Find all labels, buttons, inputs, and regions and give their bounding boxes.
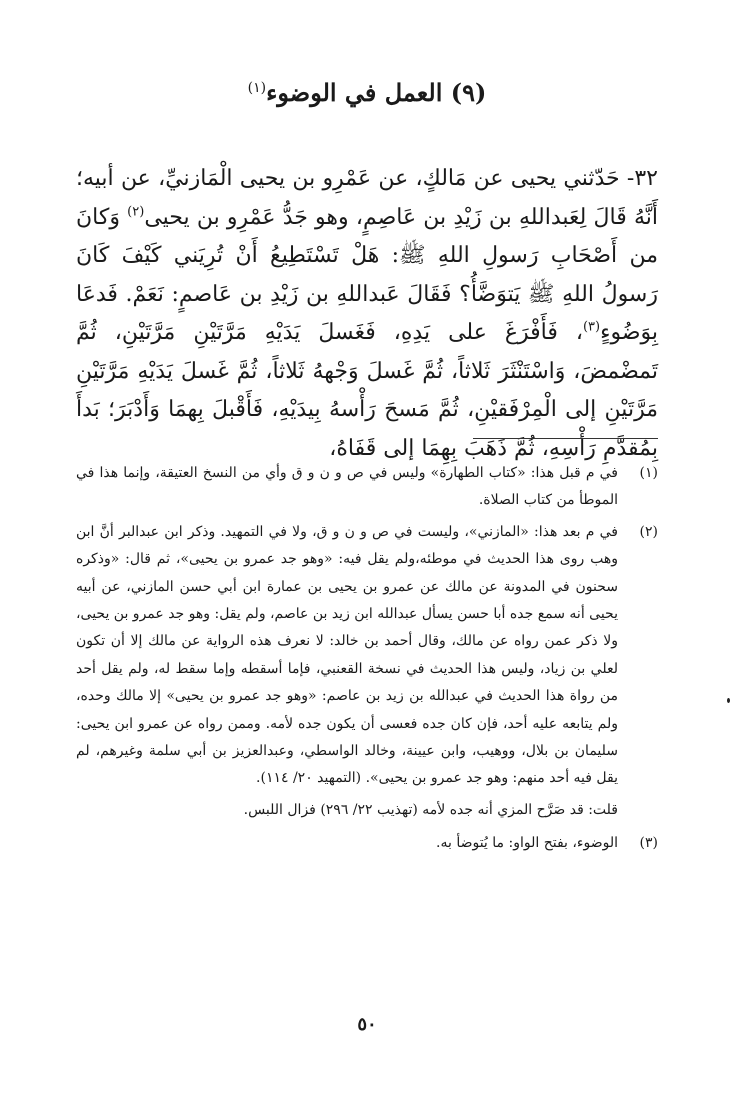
footnote-ref-3: (٣) bbox=[582, 319, 601, 335]
scan-speck bbox=[727, 698, 730, 703]
footnote-text: في م قبل هذا: «كتاب الطهارة» وليس في ص و ن و ق وأي من النسخ العتيقة، وإنما هذا في الموطأ من كتاب الصلاة. bbox=[76, 465, 618, 509]
footnote-number: (٣) bbox=[639, 835, 658, 852]
chapter-title-text: (٩) العمل في الوضوء bbox=[266, 78, 487, 107]
footnote-text: الوضوء، بفتح الواو: ما يُتوضأ به. bbox=[436, 835, 618, 852]
footnote-text: في م بعد هذا: «المازني»، وليست في ص و ن و ق، ولا في التمهيد. وذكر ابن عبدالبر أنَّ ابن وهب روى هذا الحديث في موطئه،ولم يقل فيه: «وهو جد عمرو بن يحيى»، ثم قال: «وذكره سحنون في المدونة عن مالك عن عمرو بن يحيى بن عمارة ابن أبي حسن المازني، عن أبيه يحيى أنه سمع جده أبا حسن يسأل عبدالله ابن زيد بن عاصم، ولم يقل: وهو جد عمرو بن يحيى، ولا ذكر عمن رواه عن مالك، وقال أحمد بن خالد: لا نعرف هذه الرواية عن مالك إلا أن تكون لعلي بن زياد، وليس هذا الحديث في نسخة القعنبي، فإما أسقطه وإما سقط له، ولم يقل أحد من رواة هذا الحديث في عبدالله بن زيد بن عاصم: «وهو جد عمرو بن يحيى» إلا مالك وحده، ولم يتابعه عليه أحد، فإن كان جده فعسى أن يكون جده لأمه. وممن رواه عن عمرو ابن يحيى: سليمان بن بلال، ووهيب، وابن عيينة، وخالد الواسطي، وعبدالعزيز بن أبي سلمة وغيرهم، لم يقل فيه أحد منهم: وهو جد عمرو بن يحيى». (التمهيد ٢٠/ ١١٤). bbox=[76, 523, 618, 787]
page-number: ٥٠ bbox=[357, 1014, 377, 1035]
hadith-text-part-1: ٣٢- حَدّثني يحيى عن مَالكٍ، عن عَمْرِو بن يحيى الْمَازنيِّ، عن أبيه؛ أَنَّهُ قَالَ لِعَبداللهِ بن زَيْدِ بن عَاصِمٍ، وهو جَدُّ عَمْرِو بن يحيى bbox=[76, 166, 658, 230]
footnote-3 bbox=[76, 830, 658, 857]
chapter-title bbox=[0, 70, 734, 111]
footnotes-section bbox=[76, 460, 658, 862]
hadith-text bbox=[76, 160, 658, 468]
footnote-1 bbox=[76, 460, 658, 515]
hadith-text-part-2: وَكانَ من أَصْحَابِ رَسولِ اللهِ ﷺ: هَلْ تَسْتَطِيعُ أَنْ تُرِيَني كَيْفَ كَانَ رَسولُ اللهِ ﷺ يَتوَضَّأُ؟ فَقَالَ عَبداللهِ بن زَيْدِ بن عَاصمٍ: نَعَمْ. فَدعَا بِوَضُوءٍ bbox=[76, 204, 658, 345]
footnote-number: (١) bbox=[639, 465, 658, 481]
footnote-ref-2: (٢) bbox=[127, 204, 145, 220]
hadith-text-part-3: ، فَأَفْرَغَ على يَدِهِ، فَغَسلَ يَدَيْهِ مَرَّتَيْنِ مَرَّتَيْنِ، ثُمَّ تَمضْمضَ، وَاسْتَنْثَرَ ثَلاثاً، ثُمَّ غَسلَ وَجْههُ ثَلاثاً، ثُمَّ غَسلَ يَدَيْهِ مَرَّتَيْنِ مَرَّتَيْنِ إلى الْمِرْفَقيْنِ، ثُمَّ مَسحَ رَأْسهُ بِيدَيْهِ، فَأَقْبلَ بِهمَا وَأَدْبَرَ؛ بَدأَ بِمُقدَّمِ رَأْسِهِ، ثُمَّ ذَهَبَ بِهِمَا إلى قَفَاهُ، bbox=[76, 320, 658, 461]
footnote-2 bbox=[76, 519, 658, 793]
footnote-divider bbox=[473, 438, 658, 439]
footnote-number: (٢) bbox=[639, 523, 658, 540]
footnote-2-continuation: قلت: قد صَرَّح المزي أنه جده لأمه (تهذيب ٢٢/ ٢٩٦) فزال اللبس. bbox=[243, 801, 618, 818]
chapter-footnote-ref: (١) bbox=[247, 80, 267, 96]
